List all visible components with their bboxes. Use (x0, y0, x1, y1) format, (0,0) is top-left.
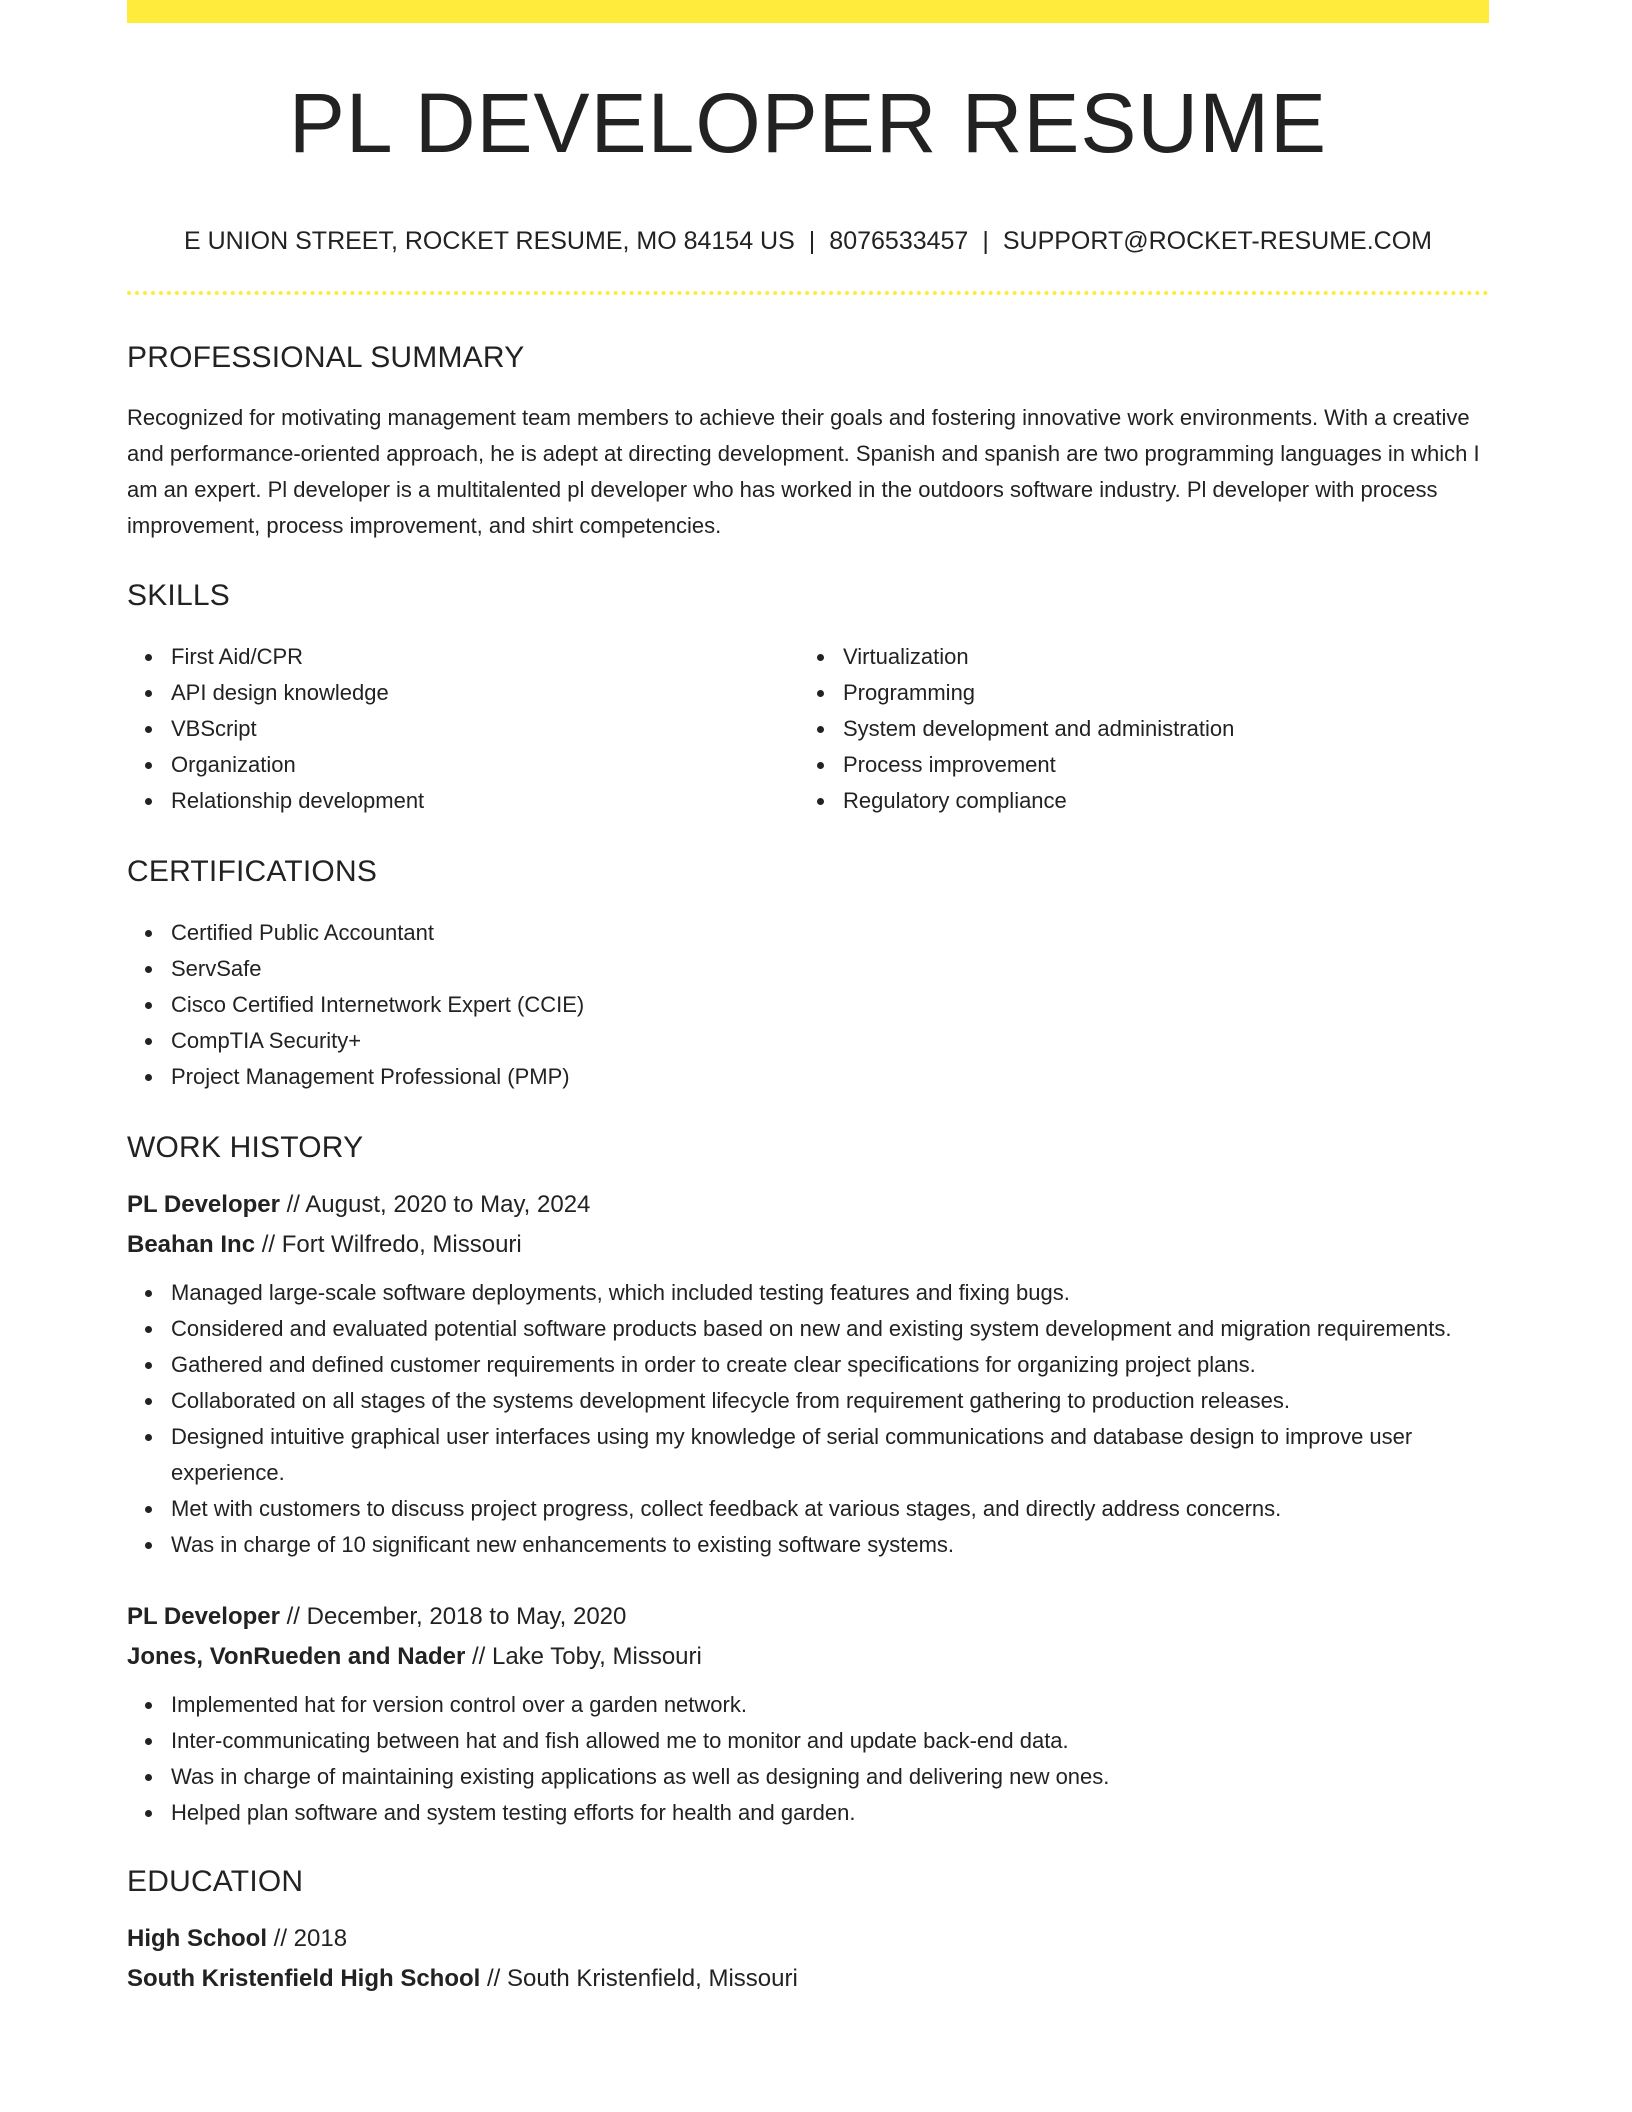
job-dates: // August, 2020 to May, 2024 (279, 1191, 591, 1218)
dotted-divider (127, 291, 1489, 295)
list-item: Managed large-scale software deployments, which included testing features and fixing bugs. (171, 1275, 1489, 1311)
education-school: South Kristenfield High School (127, 1965, 481, 1992)
contact-separator: | (808, 227, 816, 255)
resume-page (127, 0, 1489, 1999)
list-item: Organization (171, 747, 799, 783)
education-school-line (127, 1959, 1489, 1999)
list-item: Considered and evaluated potential software products based on new and existing system development and migration requirements. (171, 1311, 1489, 1347)
list-item: Was in charge of maintaining existing applications as well as designing and delivering new ones. (171, 1759, 1489, 1795)
contact-address: E UNION STREET, ROCKET RESUME, MO 84154 US (184, 227, 795, 255)
job-dates: // December, 2018 to May, 2020 (279, 1603, 627, 1630)
list-item: Programming (843, 675, 1471, 711)
section-title-skills: SKILLS (127, 579, 230, 612)
resume-title: PL DEVELOPER RESUME (288, 76, 1328, 170)
skills-column-left (127, 639, 799, 819)
certifications-list (127, 915, 1489, 1095)
list-item: Certified Public Accountant (171, 915, 1489, 951)
job-company-line (127, 1637, 1489, 1677)
list-item: Regulatory compliance (843, 783, 1471, 819)
skills-list-left (127, 639, 799, 819)
list-item: Virtualization (843, 639, 1471, 675)
education-degree-line (127, 1919, 1489, 1959)
job-role: PL Developer (127, 1191, 280, 1218)
skills-columns (127, 639, 1489, 819)
list-item: Implemented hat for version control over a garden network. (171, 1687, 1489, 1723)
list-item: Met with customers to discuss project progress, collect feedback at various stages, and directly address concerns. (171, 1491, 1489, 1527)
list-item: ServSafe (171, 951, 1489, 987)
contact-separator: | (982, 227, 989, 255)
job-role: PL Developer (127, 1603, 280, 1630)
section-title-summary: PROFESSIONAL SUMMARY (127, 341, 525, 374)
list-item: Inter-communicating between hat and fish allowed me to monitor and update back-end data. (171, 1723, 1489, 1759)
list-item: Project Management Professional (PMP) (171, 1059, 1489, 1095)
job-company: Jones, VonRueden and Nader (127, 1643, 466, 1670)
contact-email[interactable]: SUPPORT@ROCKET-RESUME.COM (1002, 227, 1432, 255)
top-accent-bar (127, 0, 1489, 23)
contact-line (127, 229, 1489, 254)
job-location: // Fort Wilfredo, Missouri (255, 1231, 522, 1258)
list-item: Process improvement (843, 747, 1471, 783)
list-item: API design knowledge (171, 675, 799, 711)
contact-phone: 8076533457 (829, 227, 969, 255)
list-item: Cisco Certified Internetwork Expert (CCIE) (171, 987, 1489, 1023)
job-location: // Lake Toby, Missouri (465, 1643, 702, 1670)
list-item: First Aid/CPR (171, 639, 799, 675)
job-bullets (127, 1687, 1489, 1831)
skills-column-right (799, 639, 1471, 819)
list-item: Was in charge of 10 significant new enhancements to existing software systems. (171, 1527, 1489, 1563)
list-item: Gathered and defined customer requirements in order to create clear specifications for organizing project plans. (171, 1347, 1489, 1383)
job-role-line (127, 1597, 1489, 1637)
list-item: System development and administration (843, 711, 1471, 747)
job-bullets (127, 1275, 1489, 1563)
list-item: Collaborated on all stages of the systems development lifecycle from requirement gathering to production releases. (171, 1383, 1489, 1419)
job-entry (127, 1597, 1489, 1831)
list-item: Designed intuitive graphical user interfaces using my knowledge of serial communications and database design to improve user experience. (171, 1419, 1489, 1491)
skills-list-right (799, 639, 1471, 819)
job-company: Beahan Inc (127, 1231, 256, 1258)
job-entry (127, 1185, 1489, 1563)
education-year: // 2018 (267, 1925, 348, 1952)
list-item: Helped plan software and system testing efforts for health and garden. (171, 1795, 1489, 1831)
education-degree: High School (127, 1925, 267, 1952)
section-title-education: EDUCATION (127, 1865, 304, 1898)
section-title-work-history: WORK HISTORY (127, 1131, 364, 1164)
list-item: VBScript (171, 711, 799, 747)
list-item: Relationship development (171, 783, 799, 819)
section-title-certifications: CERTIFICATIONS (127, 855, 378, 888)
job-role-line (127, 1185, 1489, 1225)
education-entry (127, 1919, 1489, 1999)
list-item: CompTIA Security+ (171, 1023, 1489, 1059)
job-company-line (127, 1225, 1489, 1265)
summary-text: Recognized for motivating management team members to achieve their goals and fostering innovative work environments. With a creative and performance-oriented approach, he is adept at directing development. Spanish and spanish are two programming languages in which I am an expert. Pl developer is a multitalented pl developer who has worked in the outdoors software industry. Pl developer with process improvement, process improvement, and shirt competencies. (127, 405, 1480, 538)
education-location: // South Kristenfield, Missouri (480, 1965, 798, 1992)
